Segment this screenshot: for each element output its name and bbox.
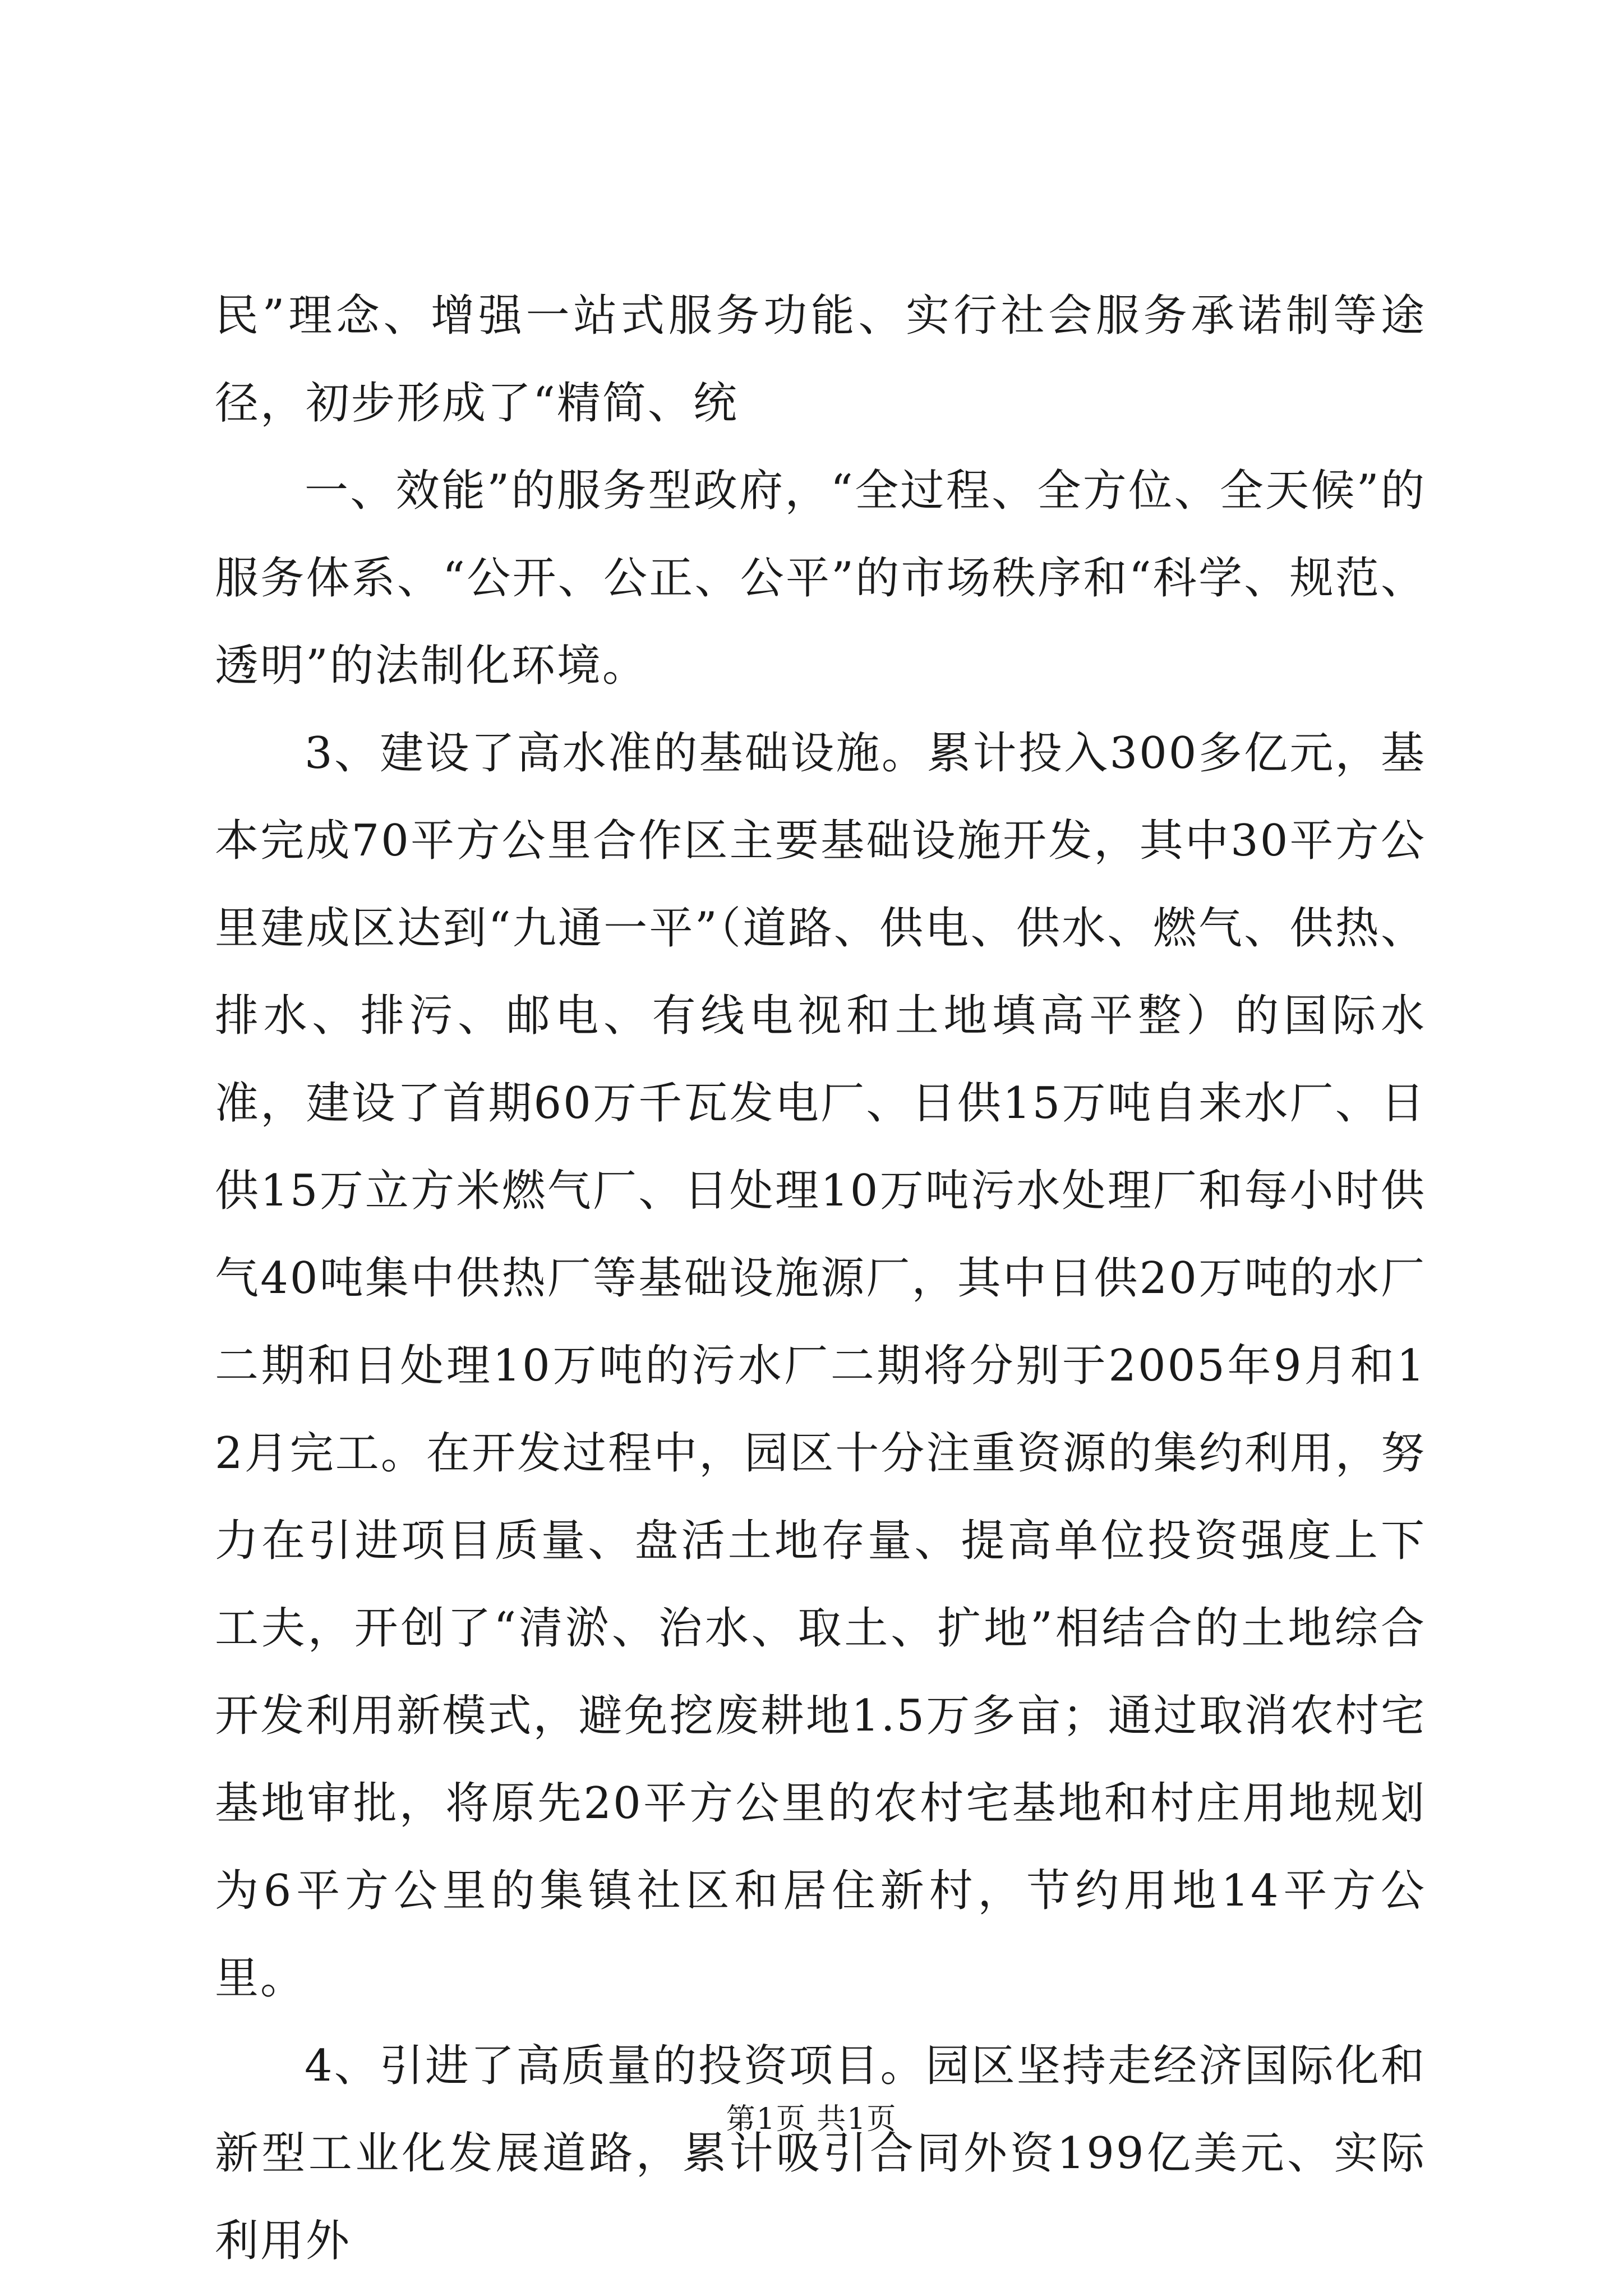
paragraph-4: 4、引进了高质量的投资项目。园区坚持走经济国际化和新型工业化发展道路，累计吸引合同外资199亿美元、实际利用外 bbox=[215, 2041, 1426, 2266]
paragraph-3: 3、建设了高水准的基础设施。累计投入300多亿元，基本完成70平方公里合作区主要基础设施开发，其中30平方公里建成区达到“九通一平”（道路、供电、供水、燃气、供热、排水、排污、邮电、有线电视和土地填高平整）的国际水准，建设了首期60万千瓦发电厂、日供15万吨自来水厂、日供15万立方米燃气厂、日处理10万吨污水处理厂和每小时供气40吨集中供热厂等基础设施源厂，其中日供20万吨的水厂二期和日处理10万吨的污水厂二期将分别于2005年9月和12月完工。在开发过程中，园区十分注重资源的集约利用，努力在引进项目质量、盘活土地存量、提高单位投资强度上下工夫，开创了“清淤、治水、取土、扩地”相结合的土地综合开发利用新模式，避免挖废耕地1.5万多亩；通过取消农村宅基地审批，将原先20平方公里的农村宅基地和村庄用地规划为6平方公里的集镇社区和居住新村，节约用地14平方公里。 bbox=[215, 728, 1426, 2004]
paragraph-1: 民”理念、增强一站式服务功能、实行社会服务承诺制等途径，初步形成了“精简、统 bbox=[215, 291, 1426, 429]
paragraph-2: 一、效能”的服务型政府，“全过程、全方位、全天候”的服务体系、“公开、公正、公平”的市场秩序和“科学、规范、透明”的法制化环境。 bbox=[215, 466, 1426, 691]
document-body bbox=[215, 272, 1426, 2285]
page-footer: 第1页 共1页 bbox=[726, 2102, 897, 2136]
